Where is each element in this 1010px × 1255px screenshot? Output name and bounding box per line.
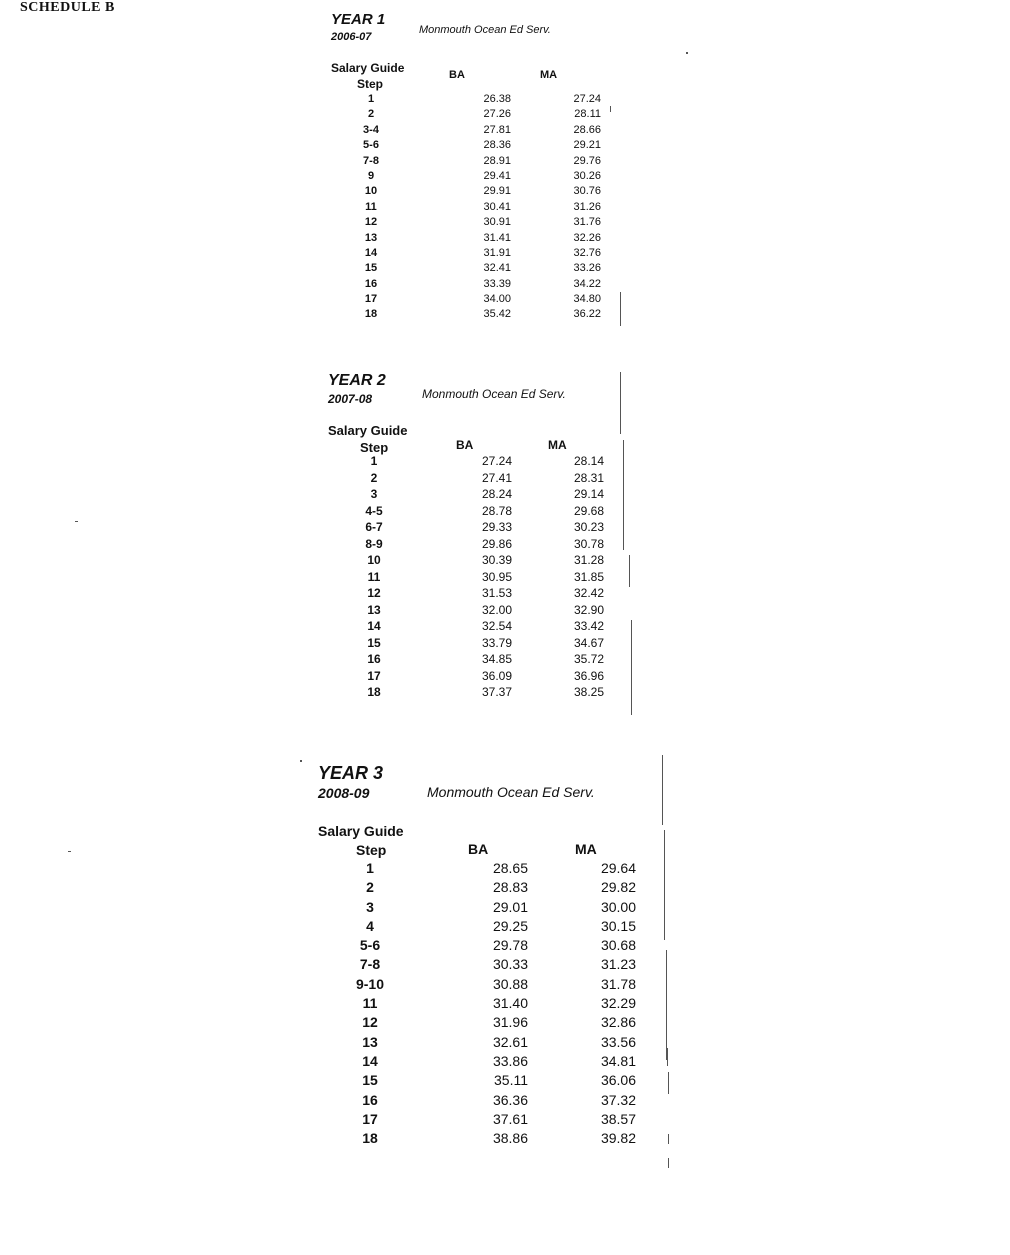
ba-rate-cell: 33.39 bbox=[483, 277, 511, 290]
ma-rate-cell: 34.81 bbox=[600, 1052, 636, 1069]
ma-rate-cell: 27.24 bbox=[573, 93, 601, 105]
ba-rate-cell: 30.91 bbox=[483, 216, 511, 229]
scan-artifact-mark bbox=[620, 292, 621, 326]
organization-name: Monmouth Ocean Ed Serv. bbox=[422, 387, 566, 401]
ma-rate-cell: 30.76 bbox=[573, 185, 601, 198]
ba-rate-cell: 36.36 bbox=[492, 1091, 528, 1108]
ma-rate-cell: 30.68 bbox=[600, 937, 636, 954]
step-cell: 3-4 bbox=[363, 123, 379, 136]
ma-rate-cell: 28.31 bbox=[573, 470, 604, 485]
step-cell: 18 bbox=[367, 685, 381, 699]
step-cell: 2 bbox=[367, 108, 375, 121]
ma-rate-cell: 36.22 bbox=[573, 308, 601, 321]
scan-artifact-mark bbox=[629, 555, 630, 587]
scan-artifact-mark bbox=[668, 1134, 669, 1144]
ba-rate-cell: 28.36 bbox=[483, 139, 511, 152]
ma-rate-cell: 29.14 bbox=[573, 487, 604, 501]
salary-guide-heading: Salary Guide bbox=[331, 61, 405, 75]
ba-rate-cell: 32.41 bbox=[483, 262, 511, 275]
ba-rate-cell: 29.78 bbox=[492, 937, 528, 954]
ba-rate-cell: 27.24 bbox=[481, 454, 512, 468]
scan-artifact-mark bbox=[662, 755, 663, 825]
year-period: 2008-09 bbox=[318, 785, 370, 801]
ma-rate-cell: 36.96 bbox=[573, 668, 604, 683]
step-cell: 15 bbox=[362, 1072, 378, 1089]
step-cell: 15 bbox=[367, 635, 381, 650]
ba-rate-cell: 28.65 bbox=[492, 860, 528, 876]
ba-rate-cell: 31.53 bbox=[481, 586, 512, 600]
ba-column-header: BA bbox=[468, 841, 489, 857]
ba-rate-cell: 30.41 bbox=[483, 200, 511, 213]
step-cell: 15 bbox=[364, 262, 378, 275]
step-cell: 1 bbox=[370, 454, 378, 468]
salary-guide-heading: Salary Guide bbox=[328, 423, 408, 438]
ma-rate-cell: 38.57 bbox=[600, 1110, 636, 1127]
ma-rate-cell: 29.68 bbox=[573, 503, 604, 518]
ma-rate-cell: 34.22 bbox=[573, 277, 601, 290]
ba-rate-cell: 33.86 bbox=[492, 1052, 528, 1069]
ba-rate-cell: 28.78 bbox=[481, 503, 512, 518]
step-cell: 1 bbox=[367, 93, 375, 105]
step-cell: 2 bbox=[370, 470, 378, 485]
year-title: YEAR 3 bbox=[318, 763, 384, 783]
ma-rate-cell: 28.66 bbox=[573, 123, 601, 136]
ba-rate-cell: 38.86 bbox=[492, 1130, 528, 1147]
ba-rate-cell: 28.83 bbox=[492, 879, 528, 896]
ma-rate-cell: 30.15 bbox=[600, 917, 636, 934]
ma-rate-cell: 32.26 bbox=[573, 231, 601, 244]
step-cell: 5-6 bbox=[363, 139, 379, 152]
step-cell: 9 bbox=[367, 169, 375, 182]
step-cell: 12 bbox=[364, 216, 378, 229]
ma-rate-cell: 30.26 bbox=[573, 169, 601, 182]
ba-rate-cell: 31.96 bbox=[492, 1014, 528, 1031]
ma-rate-cell: 37.32 bbox=[600, 1091, 636, 1108]
organization-name: Monmouth Ocean Ed Serv. bbox=[427, 784, 595, 800]
ma-rate-cell: 31.28 bbox=[573, 553, 604, 567]
ba-rate-cell: 30.95 bbox=[481, 569, 512, 584]
year-period: 2006-07 bbox=[331, 31, 372, 43]
ba-rate-cell: 30.33 bbox=[492, 956, 528, 973]
scan-artifact-mark bbox=[686, 52, 688, 54]
ba-rate-cell: 26.38 bbox=[483, 93, 511, 105]
ba-rate-cell: 28.91 bbox=[483, 154, 511, 167]
ma-rate-cell: 32.29 bbox=[600, 995, 636, 1012]
step-cell: 14 bbox=[367, 619, 381, 633]
scan-artifact-mark bbox=[68, 851, 71, 852]
scan-artifact-mark bbox=[668, 1158, 669, 1168]
step-cell: 4 bbox=[366, 917, 374, 934]
ba-rate-cell: 32.61 bbox=[492, 1033, 528, 1050]
step-cell: 17 bbox=[367, 668, 381, 683]
ma-rate-cell: 36.06 bbox=[600, 1072, 636, 1089]
step-column-header: Step bbox=[357, 77, 384, 91]
ba-rate-cell: 32.54 bbox=[481, 619, 512, 633]
ba-rate-cell: 31.91 bbox=[483, 246, 511, 259]
step-cell: 14 bbox=[362, 1052, 378, 1069]
ma-rate-cell: 31.26 bbox=[573, 200, 601, 213]
ba-rate-cell: 29.86 bbox=[481, 536, 512, 551]
ba-rate-cell: 35.42 bbox=[483, 308, 511, 321]
ma-rate-cell: 28.14 bbox=[573, 454, 604, 468]
year-period: 2007-08 bbox=[328, 392, 373, 406]
ma-rate-cell: 30.00 bbox=[600, 898, 636, 915]
step-column-header: Step bbox=[360, 440, 389, 455]
step-cell: 11 bbox=[365, 200, 377, 213]
ba-rate-cell: 30.39 bbox=[481, 553, 512, 567]
ba-rate-cell: 31.40 bbox=[492, 995, 528, 1012]
step-cell: 16 bbox=[364, 277, 378, 290]
ba-rate-cell: 35.11 bbox=[494, 1072, 528, 1089]
step-cell: 18 bbox=[364, 308, 378, 321]
step-cell: 11 bbox=[362, 995, 378, 1012]
scan-artifact-mark bbox=[668, 1072, 669, 1094]
step-cell: 17 bbox=[362, 1110, 378, 1127]
ma-rate-cell: 29.64 bbox=[600, 860, 636, 876]
ba-rate-cell: 37.61 bbox=[492, 1110, 528, 1127]
ba-column-header: BA bbox=[449, 69, 465, 81]
ma-rate-cell: 28.11 bbox=[574, 108, 601, 121]
step-cell: 16 bbox=[367, 652, 381, 666]
ba-rate-cell: 27.81 bbox=[483, 123, 511, 136]
scan-artifact-mark bbox=[666, 950, 667, 1060]
ba-rate-cell: 29.01 bbox=[492, 898, 528, 915]
ba-rate-cell: 31.41 bbox=[483, 231, 511, 244]
step-cell: 1 bbox=[366, 860, 374, 876]
scan-artifact-mark bbox=[667, 1048, 668, 1066]
ma-rate-cell: 29.21 bbox=[573, 139, 601, 152]
step-cell: 13 bbox=[362, 1033, 378, 1050]
ba-rate-cell: 27.41 bbox=[481, 470, 512, 485]
ba-rate-cell: 34.85 bbox=[481, 652, 512, 666]
step-cell: 7-8 bbox=[359, 956, 381, 973]
step-cell: 14 bbox=[364, 246, 378, 259]
ma-rate-cell: 38.25 bbox=[573, 685, 604, 699]
ma-rate-cell: 34.80 bbox=[573, 293, 601, 306]
ma-rate-cell: 34.67 bbox=[573, 635, 604, 650]
step-column-header: Step bbox=[356, 842, 387, 858]
ma-rate-cell: 32.42 bbox=[573, 586, 604, 600]
ma-rate-cell: 39.82 bbox=[600, 1130, 636, 1147]
step-cell: 8-9 bbox=[365, 536, 383, 551]
ma-rate-cell: 33.42 bbox=[573, 619, 604, 633]
ba-rate-cell: 32.00 bbox=[481, 602, 512, 617]
year-title: YEAR 1 bbox=[331, 11, 386, 28]
scan-artifact-mark bbox=[631, 620, 632, 715]
step-cell: 18 bbox=[362, 1130, 378, 1147]
scan-artifact-mark bbox=[664, 830, 665, 940]
ma-rate-cell: 29.82 bbox=[600, 879, 636, 896]
year-title: YEAR 2 bbox=[328, 372, 386, 389]
ma-rate-cell: 30.78 bbox=[573, 536, 604, 551]
ma-column-header: MA bbox=[540, 69, 558, 81]
step-cell: 12 bbox=[362, 1014, 378, 1031]
scan-artifact-mark bbox=[75, 521, 78, 522]
ma-rate-cell: 33.26 bbox=[573, 262, 601, 275]
ba-rate-cell: 34.00 bbox=[483, 293, 511, 306]
ma-rate-cell: 31.85 bbox=[573, 569, 604, 584]
step-cell: 10 bbox=[364, 185, 378, 198]
ba-rate-cell: 37.37 bbox=[481, 685, 512, 699]
ma-rate-cell: 29.76 bbox=[573, 154, 601, 167]
ma-rate-cell: 31.78 bbox=[600, 975, 636, 992]
ma-rate-cell: 32.90 bbox=[573, 602, 604, 617]
ba-rate-cell: 29.41 bbox=[483, 169, 511, 182]
ba-rate-cell: 30.88 bbox=[492, 975, 528, 992]
ba-rate-cell: 36.09 bbox=[481, 668, 512, 683]
step-cell: 10 bbox=[367, 553, 381, 567]
ba-rate-cell: 29.25 bbox=[492, 917, 528, 934]
step-cell: 5-6 bbox=[359, 937, 381, 954]
step-cell: 7-8 bbox=[363, 154, 379, 167]
ma-rate-cell: 32.86 bbox=[600, 1014, 636, 1031]
ba-rate-cell: 33.79 bbox=[481, 635, 512, 650]
salary-guide-heading: Salary Guide bbox=[318, 823, 404, 839]
ma-rate-cell: 35.72 bbox=[573, 652, 604, 666]
ma-rate-cell: 33.56 bbox=[600, 1033, 636, 1050]
ma-column-header: MA bbox=[575, 841, 597, 857]
ma-rate-cell: 30.23 bbox=[573, 520, 604, 534]
ba-column-header: BA bbox=[456, 438, 474, 452]
step-cell: 17 bbox=[364, 293, 378, 306]
schedule-label: SCHEDULE B bbox=[20, 0, 115, 15]
step-cell: 3 bbox=[366, 898, 374, 915]
ba-rate-cell: 29.91 bbox=[483, 185, 511, 198]
step-cell: 2 bbox=[366, 879, 374, 896]
step-cell: 12 bbox=[367, 586, 381, 600]
ma-rate-cell: 32.76 bbox=[573, 246, 601, 259]
ma-rate-cell: 31.23 bbox=[600, 956, 636, 973]
step-cell: 4-5 bbox=[365, 503, 383, 518]
scan-artifact-mark bbox=[623, 440, 624, 550]
step-cell: 13 bbox=[364, 231, 378, 244]
organization-name: Monmouth Ocean Ed Serv. bbox=[419, 24, 551, 36]
step-cell: 6-7 bbox=[365, 520, 383, 534]
ba-rate-cell: 29.33 bbox=[481, 520, 512, 534]
ma-rate-cell: 31.76 bbox=[573, 216, 601, 229]
step-cell: 9-10 bbox=[355, 975, 385, 992]
scan-artifact-mark bbox=[620, 372, 621, 434]
step-cell: 16 bbox=[362, 1091, 378, 1108]
step-cell: 13 bbox=[367, 602, 381, 617]
scan-artifact-mark bbox=[610, 106, 611, 112]
ma-column-header: MA bbox=[548, 438, 567, 452]
step-cell: 11 bbox=[367, 569, 381, 584]
ba-rate-cell: 28.24 bbox=[481, 487, 512, 501]
scan-artifact-mark bbox=[300, 760, 302, 762]
step-cell: 3 bbox=[370, 487, 378, 501]
ba-rate-cell: 27.26 bbox=[483, 108, 511, 121]
